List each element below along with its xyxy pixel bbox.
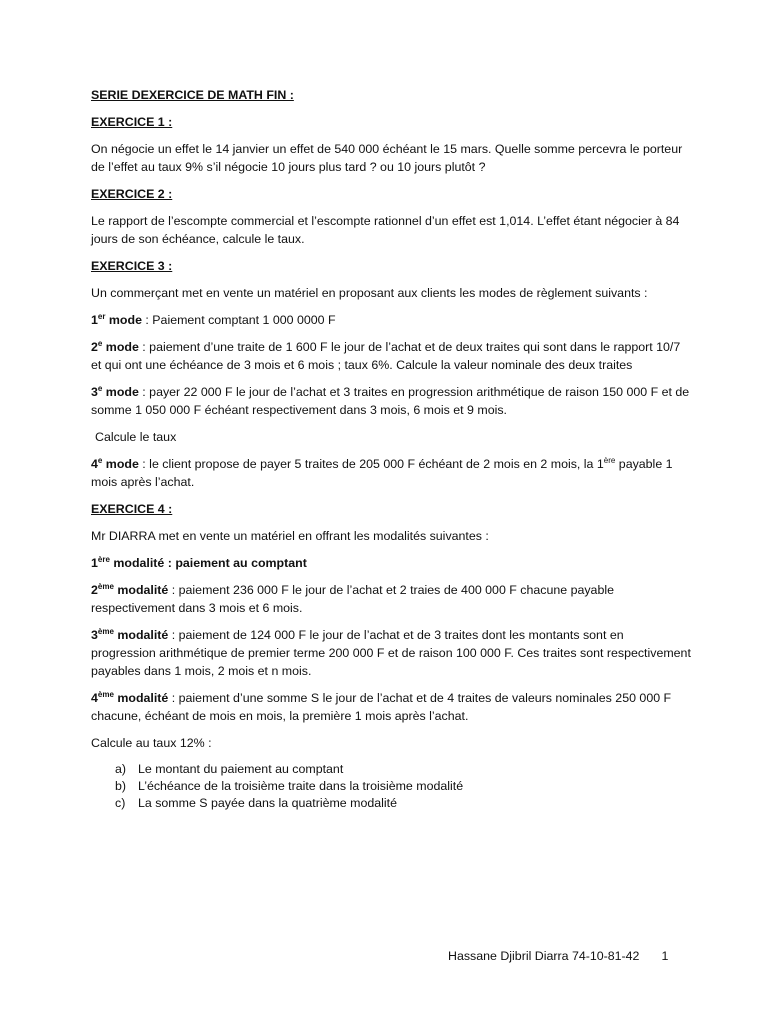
document-page [91, 86, 691, 812]
mode-3-number: 3 [91, 385, 98, 399]
exercise-3-intro: Un commerçant met en vente un matériel en proposant aux clients les modes de règlement suivants : [91, 286, 648, 300]
modality-4-ordinal: ème [97, 690, 114, 699]
mode-1-ordinal: er [97, 312, 106, 321]
modality-1-ordinal: ère [97, 555, 110, 564]
exercise-2-text: Le rapport de l’escompte commercial et l’escompte rationnel d’un effet est 1,014. L’effet étant négocier à 84 jours de son échéance, calcule le taux. [91, 214, 680, 246]
mode-4-ordinal-2: ère [603, 456, 616, 465]
exercise-4-modality-3 [91, 626, 691, 680]
list-item [115, 761, 691, 778]
modality-4-number: 4 [91, 691, 98, 705]
exercise-1-heading: EXERCICE 1 : [91, 115, 173, 129]
mode-2-number: 2 [91, 340, 98, 354]
modality-2-number: 2 [91, 583, 98, 597]
list-marker: a) [115, 762, 127, 776]
exercise-3-mode-1 [91, 311, 691, 329]
exercise-4-heading: EXERCICE 4 : [91, 502, 173, 516]
mode-4-label: mode [102, 457, 139, 471]
page-footer [448, 947, 668, 965]
list-marker: c) [115, 796, 126, 810]
exercise-2-heading: EXERCICE 2 : [91, 187, 173, 201]
mode-1-text: : Paiement comptant 1 000 0000 F [141, 313, 336, 327]
footer-author: Hassane Djibril Diarra 74-10-81-42 [448, 949, 640, 963]
page-number: 1 [661, 949, 669, 963]
mode-3-label: mode [102, 385, 139, 399]
exercise-3-heading: EXERCICE 3 : [91, 259, 173, 273]
exercise-3-mode-2 [91, 338, 691, 374]
mode-4-text: : le client propose de payer 5 traites de 205 000 F échéant de 2 mois en 2 mois, la 1 [138, 457, 604, 471]
mode-3-ordinal: e [97, 384, 103, 393]
list-item-text: L’échéance de la troisième traite dans la troisième modalité [138, 779, 464, 793]
mode-2-label: mode [102, 340, 139, 354]
exercise-3-mode-4 [91, 455, 691, 491]
question-list [91, 761, 691, 812]
list-item-text: Le montant du paiement au comptant [138, 762, 344, 776]
modality-1-text: : paiement au comptant [164, 556, 307, 570]
modality-1-label: modalité [109, 556, 165, 570]
mode-1-label: mode [105, 313, 142, 327]
modality-2-ordinal: ème [97, 582, 114, 591]
exercise-4-modality-1 [91, 554, 691, 572]
mode-4-ordinal: e [97, 456, 103, 465]
list-item [115, 778, 691, 795]
document-title: SERIE DEXERCICE DE MATH FIN : [91, 88, 294, 102]
mode-2-ordinal: e [97, 339, 103, 348]
mode-1-number: 1 [91, 313, 98, 327]
mode-4-number: 4 [91, 457, 98, 471]
modality-2-label: modalité [113, 583, 169, 597]
exercise-4-modality-2 [91, 581, 691, 617]
modality-4-label: modalité [113, 691, 169, 705]
modality-3-text: : paiement de 124 000 F le jour de l’achat et de 3 traites dont les montants sont en progression arithmétique de premier terme 200 000 F et de raison 100 000 F. Ces traites sont respectivement payables dans 1 mois, 2 mois et n mois. [91, 628, 691, 678]
exercise-4-intro: Mr DIARRA met en vente un matériel en offrant les modalités suivantes : [91, 529, 489, 543]
list-item [115, 795, 691, 812]
modality-2-text: : paiement 236 000 F le jour de l’achat et 2 traies de 400 000 F chacune payable respectivement dans 3 mois et 6 mois. [91, 583, 614, 615]
mode-2-text: : paiement d’une traite de 1 600 F le jour de l’achat et de deux traites qui sont dans le rapport 10/7 et qui ont une échéance de 3 mois et 6 mois ; taux 6%. Calcule la valeur nominale des deux traites [91, 340, 681, 372]
exercise-3-mode-3 [91, 383, 691, 419]
exercise-1-text: On négocie un effet le 14 janvier un effet de 540 000 échéant le 15 mars. Quelle somme percevra le porteur de l’effet au taux 9% s’il négocie 10 jours plus tard ? ou 10 jours plutôt ? [91, 142, 683, 174]
modality-3-label: modalité [113, 628, 169, 642]
exercise-4-calc: Calcule au taux 12% : [91, 736, 212, 750]
mode-4-text-2: payable 1 mois après l’achat. [91, 457, 673, 489]
modality-1-number: 1 [91, 556, 98, 570]
list-item-text: La somme S payée dans la quatrième modalité [138, 796, 397, 810]
modality-3-number: 3 [91, 628, 98, 642]
exercise-3-calc: Calcule le taux [95, 430, 177, 444]
mode-3-text: : payer 22 000 F le jour de l’achat et 3 traites en progression arithmétique de raison 150 000 F et de somme 1 050 000 F échéant respectivement dans 3 mois, 6 mois et 9 mois. [91, 385, 690, 417]
list-marker: b) [115, 779, 127, 793]
exercise-4-modality-4 [91, 689, 691, 725]
modality-4-text: : paiement d’une somme S le jour de l’achat et de 4 traites de valeurs nominales 250 000 F chacune, échéant de mois en mois, la première 1 mois après l’achat. [91, 691, 672, 723]
modality-3-ordinal: ème [97, 627, 114, 636]
